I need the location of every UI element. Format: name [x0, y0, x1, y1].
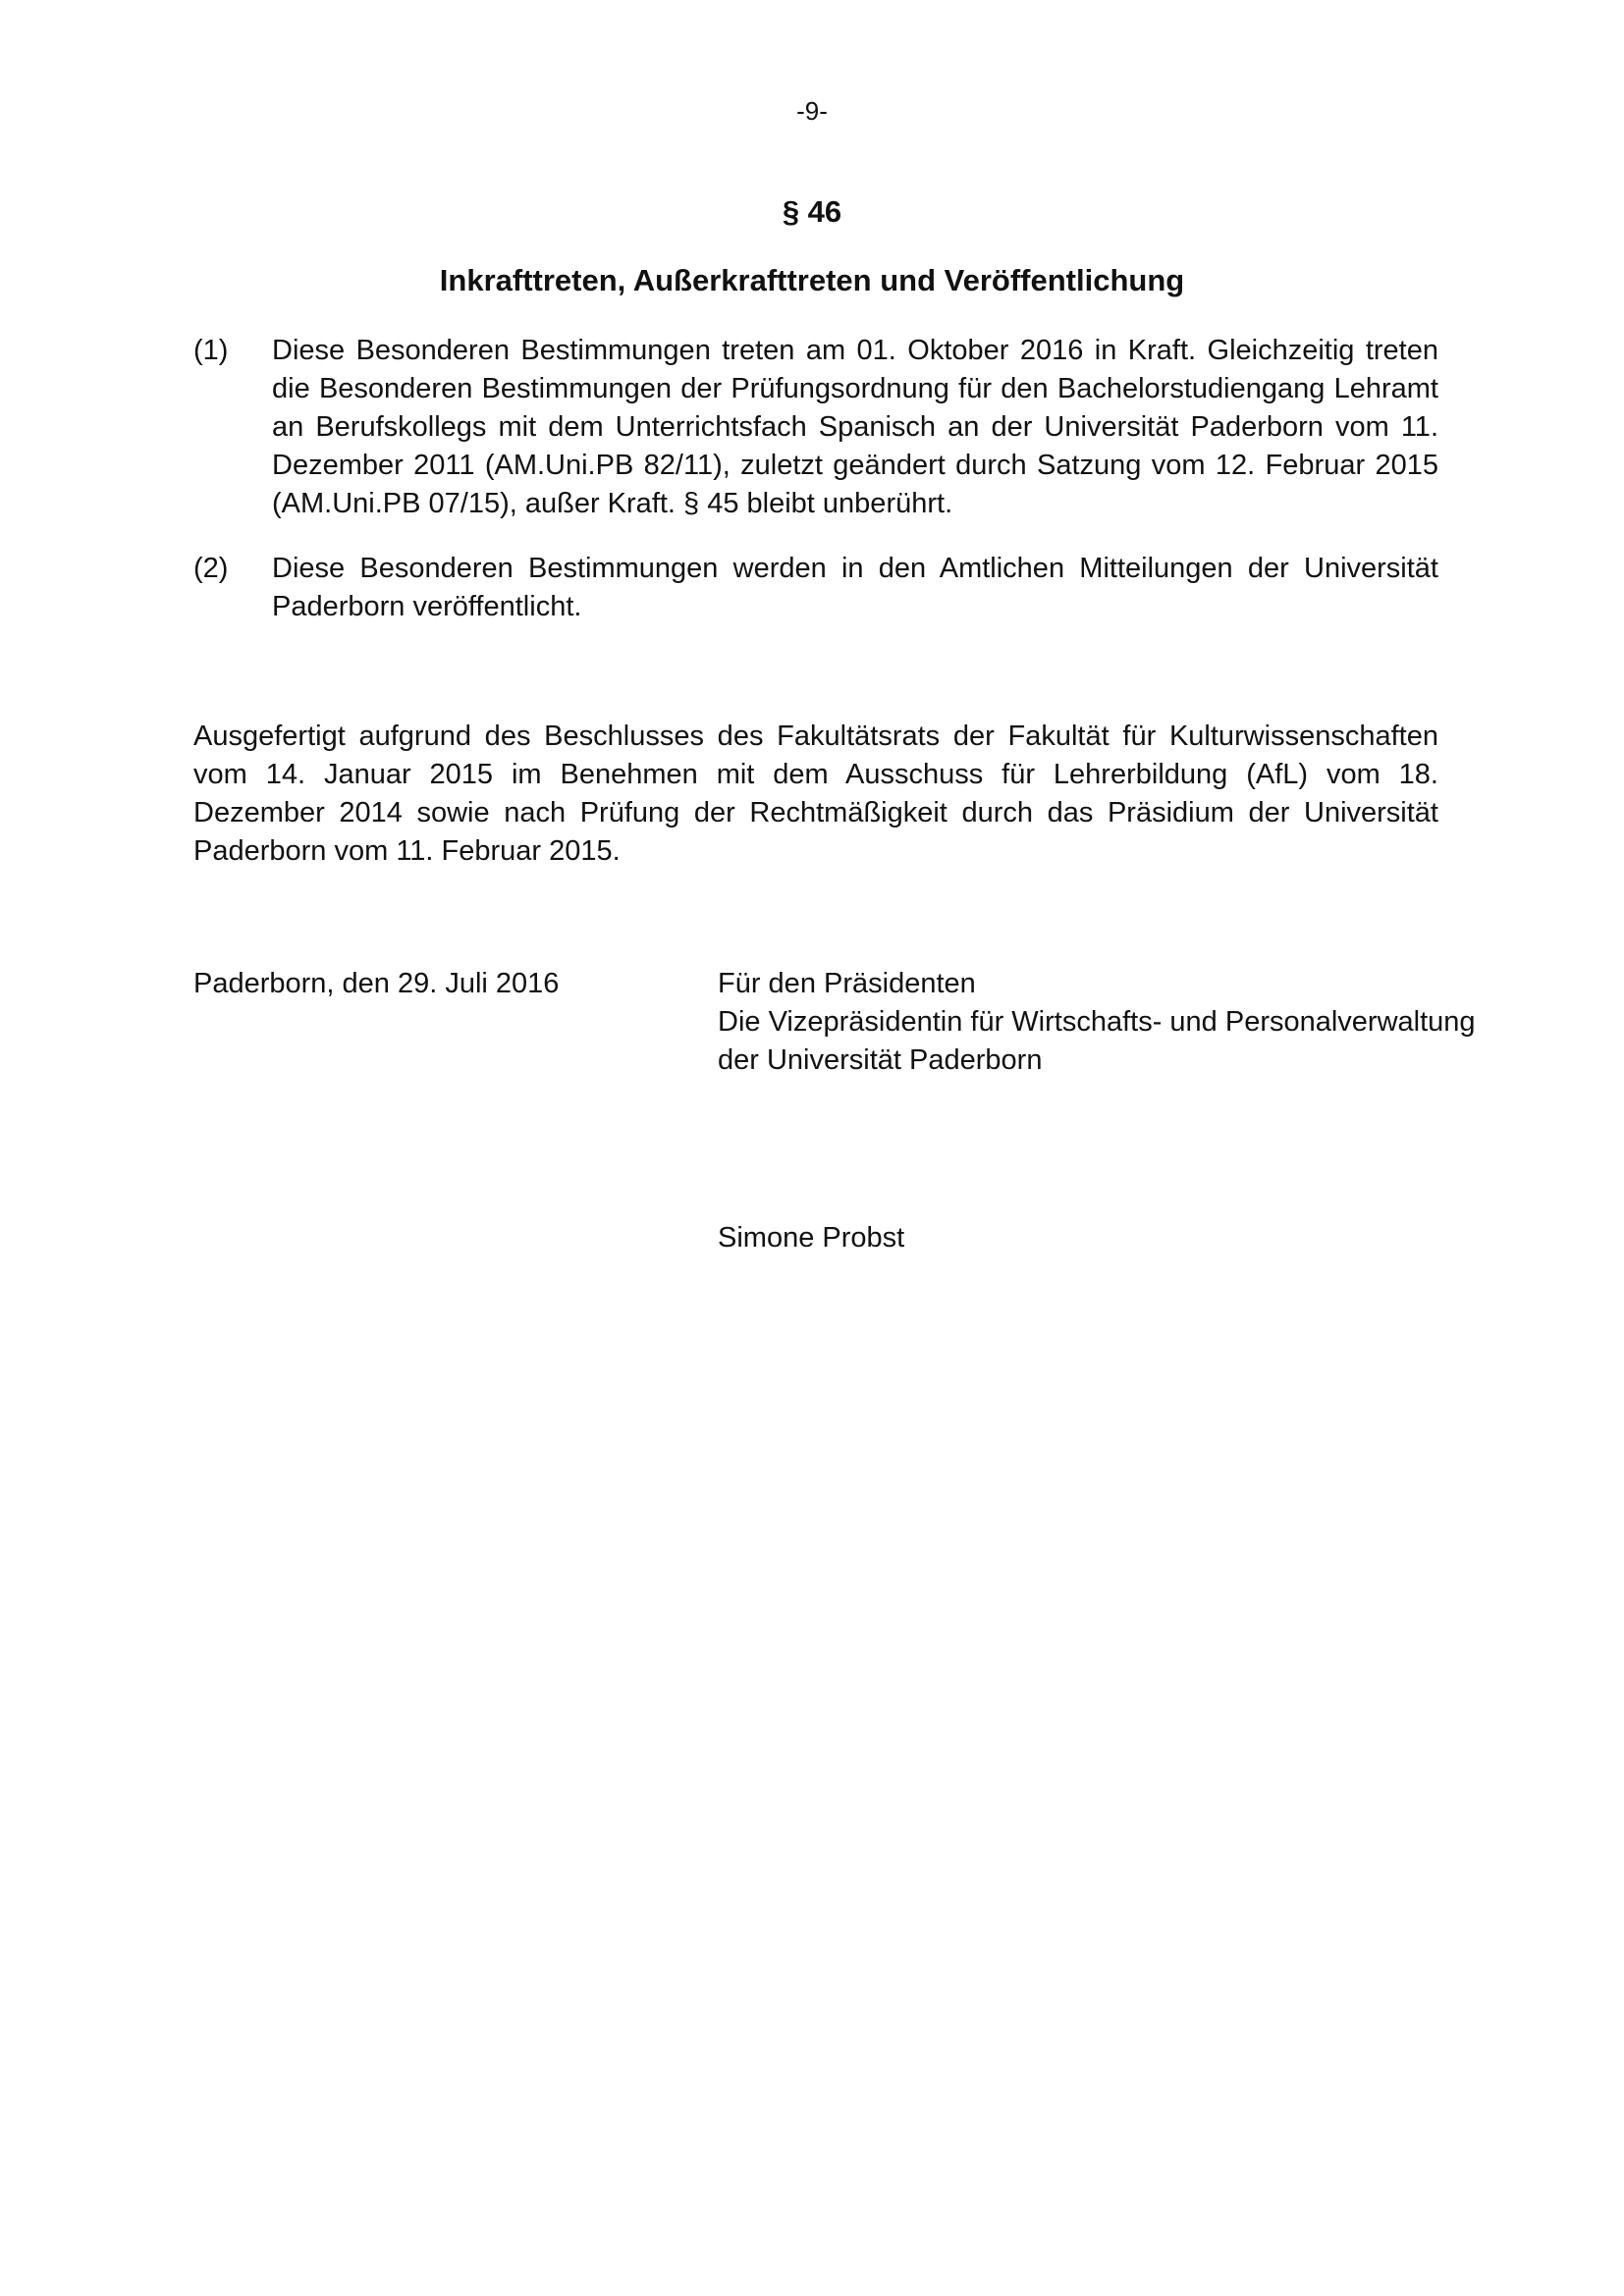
place-date: Paderborn, den 29. Juli 2016	[193, 968, 560, 999]
paragraph-1	[193, 332, 1438, 523]
paragraph-number: (2)	[193, 553, 229, 584]
closing-statement: Ausgefertigt aufgrund des Beschlusses des Fakultätsrats der Fakultät für Kulturwissenschaften vom 14. Januar 2015 im Benehmen mit dem Ausschuss für Lehrerbildung (AfL) vom 18. Dezember 2014 sowie nach Prüfung der Rechtmäßigkeit durch das Präsidium der Universität Paderborn vom 11. Februar 2015.	[193, 721, 1438, 867]
page-number: -9-	[796, 96, 828, 126]
signatory-line-1: Für den Präsidenten	[718, 968, 976, 999]
paragraph-text: Diese Besonderen Bestimmungen treten am 01. Oktober 2016 in Kraft. Gleichzeitig treten die Besonderen Bestimmungen der Prüfungsordnung für den Bachelorstudiengang Lehramt an Berufskollegs mit dem Unterrichtsfach Spanisch an der Universität Paderborn vom 11. Dezember 2011 (AM.Uni.PB 82/11), zuletzt geändert durch Satzung vom 12. Februar 2015 (AM.Uni.PB 07/15), außer Kraft. § 45 bleibt unberührt.	[272, 335, 1438, 519]
paragraph-number: (1)	[193, 335, 229, 366]
signatory-line-2: Die Vizepräsidentin für Wirtschafts- und Personalverwaltung	[718, 1006, 1476, 1038]
signatory-line-3: der Universität Paderborn	[718, 1044, 1043, 1076]
paragraph-2	[193, 550, 1438, 626]
paragraph-text: Diese Besonderen Bestimmungen werden in den Amtlichen Mitteilungen der Universität Paderborn veröffentlicht.	[272, 553, 1438, 622]
section-number: § 46	[782, 194, 842, 229]
signer-name: Simone Probst	[718, 1222, 905, 1254]
section-title: Inkrafttreten, Außerkrafttreten und Veröffentlichung	[439, 263, 1185, 297]
signatory-block	[718, 965, 1476, 1080]
